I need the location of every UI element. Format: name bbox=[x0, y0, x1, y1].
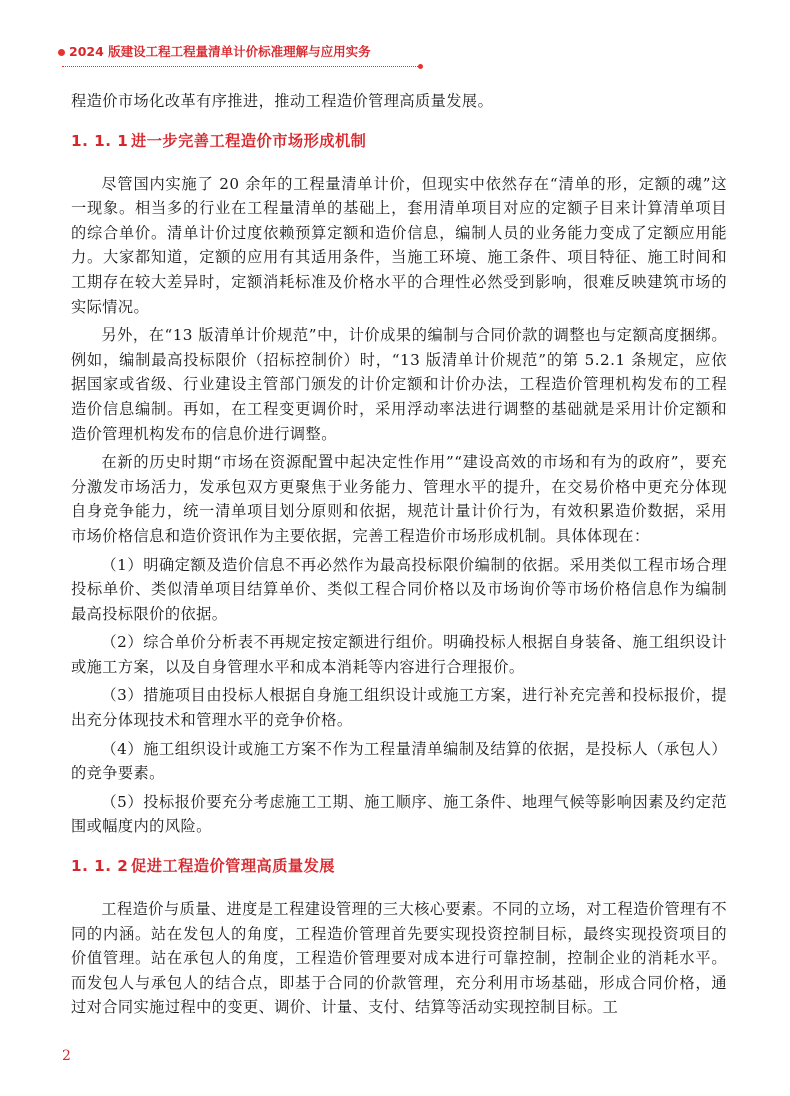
section-title: 进一步完善工程造价市场形成机制 bbox=[131, 131, 367, 150]
paragraph: 在新的历史时期“市场在资源配置中起决定性作用”“建设高效的市场和有为的政府”，要充分激发市场活力，发承包双方更聚焦于业务能力、管理水平的提升，在交易价格中更充分体现自身竞争能力，统一清单项目划分原则和依据，规范计量计价行为，有效积累造价数据，采用市场价格信息和造价资讯作为主要依据，完善工程造价市场形成机制。具体体现在： bbox=[71, 453, 727, 545]
header-dotted-rule bbox=[62, 66, 420, 67]
list-item-3: （3）措施项目由投标人根据自身施工组织设计或施工方案，进行补充完善和投标报价，提出充分体现技术和管理水平的竞争价格。 bbox=[71, 686, 727, 730]
paragraph-continuation: 程造价市场化改革有序推进，推动工程造价管理高质量发展。 bbox=[71, 92, 494, 110]
section-heading-1-1-2 bbox=[71, 854, 727, 878]
section-title: 促进工程造价管理高质量发展 bbox=[131, 857, 335, 876]
paragraph: 工程造价与质量、进度是工程建设管理的三大核心要素。不同的立场，对工程造价管理有不同的内涵。站在发包人的角度，工程造价管理首先要实现投资控制目标，最终实现投资项目的价值管理。站在承包人的角度，工程造价管理要对成本进行可靠控制，控制企业的消耗水平。而发包人与承包人的结合点，即基于合同的价款管理，充分利用市场基础，形成合同价格，通过对合同实施过程中的变更、调价、计量、支付、结算等活动实现控制目标。工 bbox=[71, 900, 727, 1017]
paragraph: 尽管国内实施了 20 余年的工程量清单计价，但现实中依然存在“清单的形，定额的魂”这一现象。相当多的行业在工程量清单的基础上，套用清单项目对应的定额子目来计算清单项目的综合单价。清单计价过度依赖预算定额和造价信息，编制人员的业务能力变成了定额应用能力。大家都知道，定额的应用有其适用条件，当施工环境、施工条件、项目特征、施工时间和工期存在较大差异时，定额消耗标准及价格水平的合理性必然受到影响，很难反映建筑市场的实际情况。 bbox=[71, 174, 727, 316]
header-dot-right bbox=[418, 64, 423, 69]
running-header-title: 2024 版建设工程工程量清单计价标准理解与应用实务 bbox=[69, 44, 371, 59]
running-header bbox=[58, 40, 428, 72]
section-heading-1-1-1 bbox=[71, 129, 727, 153]
list-item-4: （4）施工组织设计或施工方案不作为工程量清单编制及结算的依据，是投标人（承包人）的竞争要素。 bbox=[71, 739, 727, 783]
page-body bbox=[71, 89, 727, 1020]
list-item-5: （5）投标报价要充分考虑施工工期、施工顺序、施工条件、地理气候等影响因素及约定范围或幅度内的风险。 bbox=[71, 792, 727, 836]
header-dot-left bbox=[58, 49, 65, 56]
list-item-1: （1）明确定额及造价信息不再必然作为最高投标限价编制的依据。采用类似工程市场合理投标单价、类似清单项目结算单价、类似工程合同价格以及市场询价等市场价格信息作为编制最高投标限价的依据。 bbox=[71, 555, 727, 623]
paragraph: 另外，在“13 版清单计价规范”中，计价成果的编制与合同价款的调整也与定额高度捆绑。例如，编制最高投标限价（招标控制价）时，“13 版清单计价规范”的第 5.2.1 条规定，应依据国家或省级、行业建设主管部门颁发的计价定额和计价办法，工程造价管理机构发布的工程造价信息编制。再如，在工程变更调价时，采用浮动率法进行调整的基础就是采用计价定额和造价管理机构发布的信息价进行调整。 bbox=[71, 326, 727, 443]
section-number: 1. 1. 1 bbox=[71, 131, 129, 150]
page-number: 2 bbox=[62, 1048, 71, 1064]
section-number: 1. 1. 2 bbox=[71, 857, 129, 876]
list-item-2: （2）综合单价分析表不再规定按定额进行组价。明确投标人根据自身装备、施工组织设计或施工方案，以及自身管理水平和成本消耗等内容进行合理报价。 bbox=[71, 633, 727, 676]
